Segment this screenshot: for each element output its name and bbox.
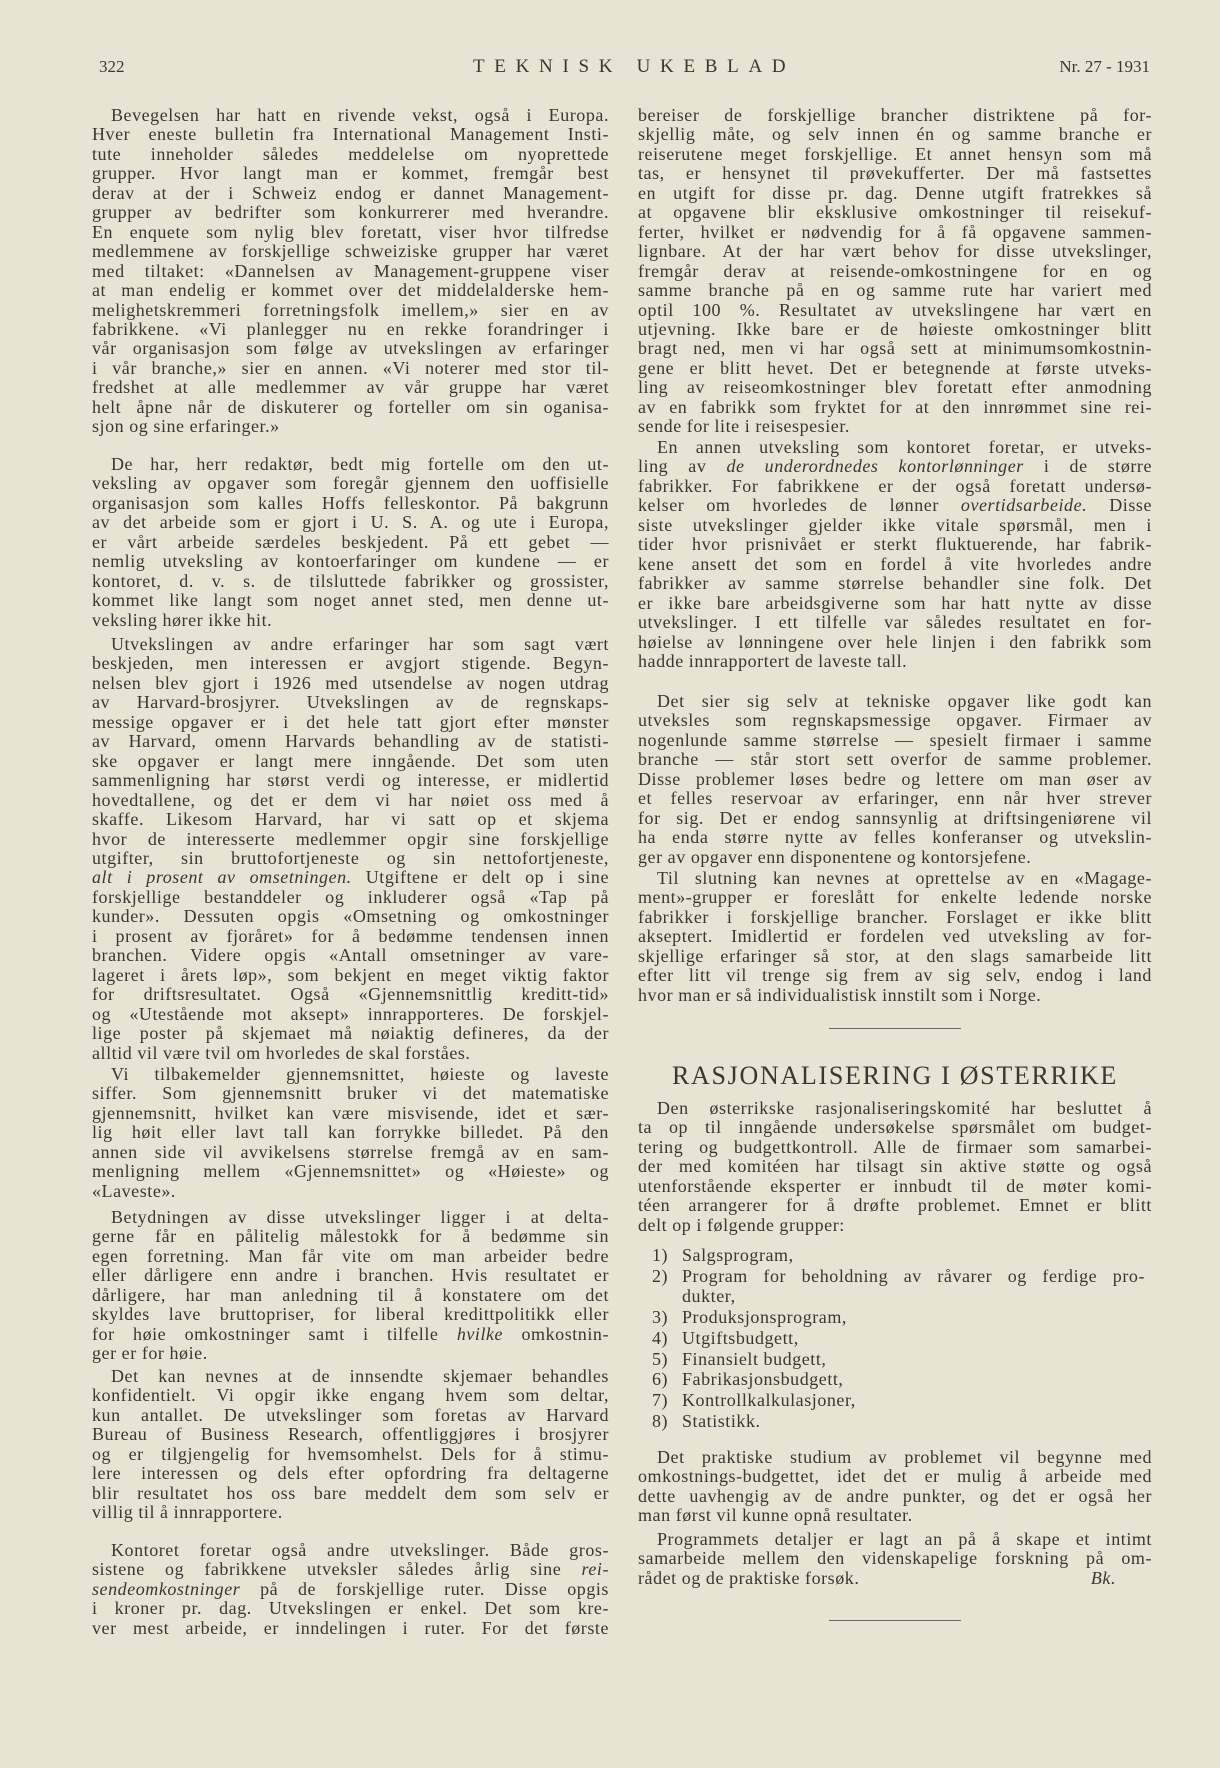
text-line: av en fabrikk som fryktet for at den innrømmet sine rei- <box>638 396 1152 417</box>
text-line: gerne får en pålitelig målestokk for å bedømme sin <box>92 1226 609 1247</box>
article-paragraph <box>638 692 1152 867</box>
text-line: fredshet at alle medlemmer av vår gruppe har været <box>92 377 609 398</box>
text-line: at man endelig er kommet over det middelalderske hem- <box>92 280 609 301</box>
list-item <box>638 1307 1152 1328</box>
text-line: utjevning. Ikke bare er de høieste omkostninger blitt <box>638 318 1152 339</box>
text-line: fabrikker i forskjellige brancher. Forslaget er ikke blitt <box>638 906 1152 927</box>
text-line: menligning mellem «Gjennemsnittet» og «Høieste» og <box>92 1161 609 1182</box>
text-line: grupper av bedrifter som konkurrerer med hverandre. <box>92 202 609 223</box>
text-segment: for høie omkostninger samt i tilfelle <box>92 1323 457 1344</box>
text-line: samarbeide mellem den videnskapelige forskning på om- <box>638 1548 1152 1569</box>
list-text: Salgsprogram, <box>682 1245 794 1265</box>
text-line: fabrikkene. «Vi planlegger nu en rekke forandringer i <box>92 318 609 339</box>
text-segment: Disse <box>1087 495 1152 516</box>
text-line: branchen. Videre opgis «Antall omsetninger av vare- <box>92 945 609 966</box>
text-line: sjon og sine erfaringer.» <box>92 416 280 437</box>
text-line: Det kan nevnes at de innsendte skjemaer behandles <box>111 1366 609 1386</box>
text-line: i kroner pr. dag. Utvekslingen er enkel. Det som kre- <box>92 1598 609 1619</box>
text-line: ment»-grupper er foreslått for enkelte ledende norske <box>638 887 1152 908</box>
text-line: sende for lite i reisespesier. <box>638 416 850 437</box>
text-line: gene er blitt hevet. Det er betegnende at første utveks- <box>638 357 1152 378</box>
text-line: reiserutene meget forskjellige. Et annet hensyn som må <box>638 143 1152 164</box>
text-line: med tiltaket: «Dannelsen av Management-gruppene viser <box>92 260 609 281</box>
section-paragraph <box>638 1099 1152 1235</box>
text-line: Vi tilbakemelder gjennemsnittet, høieste og laveste <box>111 1064 609 1084</box>
text-line: En enquete som nylig blev foretatt, viser hvor tilfredse <box>92 221 609 242</box>
text-line: skjellige erfaringer så stor, at den slags samarbeide litt <box>638 945 1152 966</box>
text-line: dårligere, har man anledning til å konstatere om det <box>92 1284 609 1305</box>
text-line: Hver eneste bulletin fra International Management Insti- <box>92 124 609 145</box>
article-paragraph <box>638 438 1152 671</box>
text-line: Utvekslingen av andre erfaringer har som sagt vært <box>111 634 609 654</box>
text-line: lige poster på skjemaet må nøiaktig defineres, da der <box>92 1023 609 1044</box>
text-line: hvor man er så individualistisk innstilt som i Norge. <box>638 984 1042 1005</box>
section-paragraph <box>638 1530 1152 1588</box>
text-line: rådet og de praktiske forsøk. <box>638 1567 860 1588</box>
article-paragraph <box>92 1208 609 1364</box>
italic-emphasis: alt i prosent av omsetningen. <box>92 867 352 888</box>
text-line: ger er for høie. <box>92 1343 208 1364</box>
text-line: medlemmene av forskjellige schweiziske grupper har været <box>92 241 609 262</box>
text-line: siste utvekslinger gjelder ikke vitale spørsmål, men i <box>638 514 1152 535</box>
text-line: nelsen blev gjort i 1926 med utsendelse av nogen utdrag <box>92 672 609 693</box>
italic-emphasis: de underordnedes kontorlønninger <box>726 456 1024 477</box>
text-line: veksling hører ikke hit. <box>92 609 273 630</box>
text-line: i vår branche,» sier en annen. «Vi noterer med stor til- <box>92 357 609 378</box>
text-line: av det arbeide som er gjort i U. S. A. og ute i Europa, <box>92 512 609 533</box>
text-line: samme branche på en og samme rute har variert med <box>638 280 1152 301</box>
text-line: Det sier sig selv at tekniske opgaver like godt kan <box>657 691 1152 711</box>
text-line: utgifter, sin bruttofortjeneste og sin nettofortjeneste, <box>92 847 609 868</box>
list-item <box>638 1328 1152 1349</box>
article-paragraph <box>638 869 1152 1005</box>
text-line: helt åpne når de diskuterer og forteller om sin oganisa- <box>92 396 609 417</box>
italic-emphasis: overtidsarbeide. <box>960 495 1088 516</box>
text-line: lig høit eller lavt tall kan forrykke billedet. På den <box>92 1122 609 1143</box>
text-line: messige opgaver er i det hele tatt gjort efter mønster <box>92 711 609 732</box>
text-line: i prosent av fjoråret» for å bedømme tendensen innen <box>92 925 609 946</box>
list-text: Utgiftsbudgett, <box>682 1327 799 1348</box>
text-line: skaffe. Likesom Harvard, har vi satt op et skjema <box>92 809 609 830</box>
text-line: er vårt arbeide særdeles beskjedent. På ett gebet — <box>92 531 609 552</box>
text-line: Bevegelsen har hatt en rivende vekst, også i Europa. <box>111 105 609 125</box>
text-line: veksling av opgaver som foregår gjennem den uoffisielle <box>92 473 609 494</box>
page-number: 322 <box>99 57 125 76</box>
text-line: téen arrangerer for å drøfte problemet. Emnet er blitt <box>638 1195 1152 1216</box>
text-line: kommet like langt som noget annet sted, men denne ut- <box>92 590 609 611</box>
text-line: annen side vil avvikelsens størrelse fremgå av en sam- <box>92 1141 609 1162</box>
text-line: en utgift for disse pr. dag. Denne utgift fratrekkes så <box>638 182 1152 203</box>
text-line: Den østerrikske rasjonaliseringskomité har besluttet å <box>657 1098 1152 1118</box>
italic-emphasis: sendeomkostninger <box>92 1578 241 1599</box>
text-line: bereiser de forskjellige brancher distriktene på for- <box>638 105 1152 125</box>
italic-emphasis: hvilke <box>456 1323 504 1344</box>
text-line: av Harvard-brosjyrer. Utvekslingen av de regnskaps- <box>92 692 609 713</box>
list-text: Finansielt budgett, <box>682 1348 827 1369</box>
text-segment: kelser om hvorledes de lønner <box>638 495 961 516</box>
text-line: alltid vil være tvil om hvorledes de skal forståes. <box>92 1042 471 1063</box>
list-text: Kontrollkalkulasjoner, <box>682 1389 856 1410</box>
text-line: fremgår derav at reisende-omkostningene for en og <box>638 260 1152 281</box>
text-line: ger av opgaver enn disponentene og kontorsjefene. <box>638 846 1032 867</box>
text-line: Kontoret foretar også andre utvekslinger. Både gros- <box>111 1540 609 1560</box>
text-segment: sistene og fabrikkene utveksler således årlig sine <box>92 1559 582 1580</box>
text-segment: omkostnin- <box>503 1323 609 1344</box>
text-line: kun antallet. De utvekslinger som foretas av Harvard <box>92 1404 609 1425</box>
text-line: En annen utveksling som kontoret foretar, er utveks- <box>657 437 1152 457</box>
article-paragraph <box>92 1367 609 1523</box>
text-line: og er tilgjengelig for hvemsomhelst. Dels for å stimu- <box>92 1443 609 1464</box>
section-divider <box>829 1028 961 1029</box>
list-number: 2) <box>652 1265 669 1286</box>
text-line: dukter, <box>682 1286 736 1307</box>
text-line: tering og budgettkontroll. Alle de firmaer som samarbei- <box>638 1136 1152 1157</box>
list-number: 4) <box>652 1327 669 1348</box>
section-divider <box>829 1620 961 1621</box>
list-number: 7) <box>652 1389 669 1410</box>
text-line: nemlig utveksling av kontoerfaringer om kundene — er <box>92 551 609 572</box>
text-line: av Harvard, omenn Harvards behandling av de statisti- <box>92 731 609 752</box>
text-line: «Laveste». <box>92 1180 176 1201</box>
list-text: Statistikk. <box>682 1410 761 1431</box>
text-line: omkostnings-budgettet, idet det er mulig å arbeide med <box>638 1466 1152 1487</box>
text-line: blir resultatet hos oss bare meddelt dem som selv er <box>92 1482 609 1503</box>
text-line: villig til å innrapportere. <box>92 1502 283 1523</box>
text-line: De har, herr redaktør, bedt mig fortelle om den ut- <box>111 454 609 474</box>
text-line: dette uavhengig av de andre punkter, og det er også her <box>638 1485 1152 1506</box>
list-text <box>682 1266 1145 1307</box>
text-line: hadde innrapportert de laveste tall. <box>638 650 908 671</box>
text-line: og «Utestående mot aksept» innrapporteres. De forskjel- <box>92 1003 609 1024</box>
text-line: lageret i årets løp», som bekjent en meget viktig faktor <box>92 964 609 985</box>
list-number: 3) <box>652 1307 669 1328</box>
text-line: efter litt vil trenge sig frem av sig selv, endog i land <box>638 965 1152 986</box>
text-segment: i de større <box>1023 456 1152 477</box>
text-line: ske opgaver er langt mere inngående. Det som uten <box>92 750 609 771</box>
text-line: forskjellige bestanddeler og inkluderer også «Tap på <box>92 886 609 907</box>
text-line: egen forretning. Man får vite om man arbeider bedre <box>92 1245 609 1266</box>
text-line: et felles reservoar av erfaringer, enn når hver strever <box>638 788 1152 809</box>
list-item <box>638 1369 1152 1390</box>
italic-emphasis: rei- <box>581 1559 609 1580</box>
section-paragraph <box>638 1448 1152 1526</box>
section-heading: RASJONALISERING I ØSTERRIKE <box>671 1061 1119 1090</box>
text-line <box>92 1560 609 1579</box>
article-paragraph <box>92 1065 609 1201</box>
text-line: utveksles som regnskapsmessige opgaver. Firmaer av <box>638 710 1152 731</box>
text-line: ling av reiseomkostninger blev foretatt efter anmodning <box>638 377 1152 398</box>
text-line: fabrikker. For fabrikkene er der også foretatt undersø- <box>638 475 1152 496</box>
text-line: akseptert. Imidlertid er fordelen ved utveksling av for- <box>638 926 1152 947</box>
text-line: tute inneholder således meddelelse om nyoprettede <box>92 143 609 164</box>
text-line <box>638 457 1152 476</box>
text-line: Betydningen av disse utvekslinger ligger i at delta- <box>111 1207 609 1227</box>
text-line: der med komitéen har tilsagt sin aktive støtte og også <box>638 1156 1152 1177</box>
text-line: Program for beholdning av råvarer og ferdige pro- <box>682 1265 1145 1286</box>
text-line: Disse problemer løses bedre og lettere om man øser av <box>638 768 1152 789</box>
text-line: for sig. Det er endog sannsynlig at driftsingeniørene vil <box>638 807 1152 828</box>
text-line: Det praktiske studium av problemet vil begynne med <box>657 1447 1152 1467</box>
text-segment: ling av <box>638 456 727 477</box>
text-line: tider hvor prisnivået er sterkt fluktuerende, har fabrik- <box>638 534 1152 555</box>
text-line: ha enda større nytte av felles konferanser og utvekslin- <box>638 827 1152 848</box>
list-item <box>638 1390 1152 1411</box>
text-line: grupper. Hvor langt man er kommet, fremgår best <box>92 163 609 184</box>
list-number: 5) <box>652 1348 669 1369</box>
article-paragraph <box>92 635 609 1063</box>
text-segment: på de forskjellige ruter. Disse opgis <box>240 1578 609 1599</box>
article-paragraph <box>92 1541 609 1638</box>
text-line: er ikke bare arbeidsgiverne som har hatt nytte av disse <box>638 592 1152 613</box>
text-line: kunder». Dessuten opgis «Omsetning og omkostninger <box>92 906 609 927</box>
text-line: derav at der i Schweiz endog er dannet Management- <box>92 182 609 203</box>
text-line: utvekslinger. I ett tilfelle var således resultatet en for- <box>638 612 1152 633</box>
text-line: Bureau of Business Research, offentliggjøres i brosjyrer <box>92 1424 609 1445</box>
text-line: vår organisasjon som følge av utvekslingen av erfaringer <box>92 338 609 359</box>
list-item <box>638 1266 1152 1307</box>
text-line <box>92 868 609 887</box>
text-line: sammenligning har størst verdi og interesse, er midlertid <box>92 770 609 791</box>
text-line: bragt ned, men vi har også sett at minimumsomkostnin- <box>638 338 1152 359</box>
text-line: kene ansett det som en fordel å vite hvorledes andre <box>638 553 1152 574</box>
text-line: ferter, hvilket er nødvendig for å få opgavene sammen- <box>638 221 1152 242</box>
list-item <box>638 1245 1152 1266</box>
text-line: delt op i følgende grupper: <box>638 1214 845 1235</box>
issue-number: Nr. 27 - 1931 <box>1059 57 1150 76</box>
text-line: siffer. Som gjennemsnitt bruker vi det matematiske <box>92 1083 609 1104</box>
text-line: optil 100 %. Resultatet av utvekslingene har vært en <box>638 299 1152 320</box>
text-line <box>92 1580 609 1599</box>
text-line: tas, er hensynet til prøvekufferter. Der må fastsettes <box>638 163 1152 184</box>
text-line: ver mest arbeide, er inndelingen i ruter. For det første <box>92 1617 609 1638</box>
text-line: konfidentielt. Vi opgir ikke engang hvem som deltar, <box>92 1385 609 1406</box>
publication-title: TEKNISK UKEBLAD <box>473 56 796 77</box>
text-line: melighetskremmeri forretningsfolk imellem,» sier en av <box>92 299 609 320</box>
text-line: utenforstående eksperter er innbudt til de møter komi- <box>638 1175 1152 1196</box>
text-line: organisasjon som kalles Hoffs felleskontor. På bakgrunn <box>92 492 609 513</box>
text-segment: Utgiftene er delt op i sine <box>351 867 609 888</box>
list-item <box>638 1349 1152 1370</box>
text-line: høielse av lønningene over hele linjen i den fabrikk som <box>638 631 1152 652</box>
text-line: Til slutning kan nevnes at oprettelse av en «Magage- <box>657 868 1152 888</box>
text-line: gjennemsnitt, hvilket kan være misvisende, idet et sær- <box>92 1102 609 1123</box>
article-paragraph-continued <box>638 106 1152 437</box>
author-signature: Bk. <box>1090 1567 1116 1588</box>
article-paragraph <box>92 455 609 630</box>
list-item <box>638 1411 1152 1432</box>
list-number: 1) <box>652 1245 669 1265</box>
text-line: fabrikker av samme størrelse behandler sine folk. Det <box>638 573 1152 594</box>
text-line: lere interessen og dels efter opfordring fra deltagerne <box>92 1463 609 1484</box>
text-line <box>92 1325 609 1344</box>
text-line: lignbare. At der har vært behov for disse utvekslinger, <box>638 241 1152 262</box>
article-paragraph <box>92 106 609 437</box>
list-text: Fabrikasjonsbudgett, <box>682 1369 844 1390</box>
list-number: 8) <box>652 1410 669 1431</box>
text-line: branche — står stort sett overfor de samme problemer. <box>638 749 1152 770</box>
text-line: nogenlunde samme størrelse — spesielt firmaer i samme <box>638 729 1152 750</box>
text-line: skyldes lave bruttopriser, for liberal kredittpolitikk eller <box>92 1304 609 1325</box>
text-line: hvor de interesserte medlemmer opgir sine forskjellige <box>92 828 609 849</box>
text-line: kontoret, d. v. s. de tilsluttede fabrikker og grossister, <box>92 570 609 591</box>
text-line: skjellig måte, og selv innen én og samme branche er <box>638 124 1152 145</box>
list-text: Produksjonsprogram, <box>682 1307 847 1328</box>
text-line: ta op til inngående undersøkelse spørsmålet om budget- <box>638 1117 1152 1138</box>
text-line: beskjeden, men interessen er avgjort stigende. Begyn- <box>92 653 609 674</box>
text-line: at opgavene blir eksklusive omkostninger til reisekuf- <box>638 202 1152 223</box>
text-line: Programmets detaljer er lagt an på å skape et intimt <box>657 1529 1152 1549</box>
text-line: man først vil kunne opnå resultater. <box>638 1505 913 1526</box>
text-line: eller dårligere enn andre i branchen. Hvis resultatet er <box>92 1265 609 1286</box>
text-line: hovedtallene, og det er dem vi har nøiet oss med å <box>92 789 609 810</box>
text-line <box>638 496 1152 515</box>
list-number: 6) <box>652 1369 669 1390</box>
text-line: for driftsresultatet. Også «Gjennemsnittlig kreditt-tid» <box>92 984 609 1005</box>
topic-list <box>638 1245 1152 1431</box>
